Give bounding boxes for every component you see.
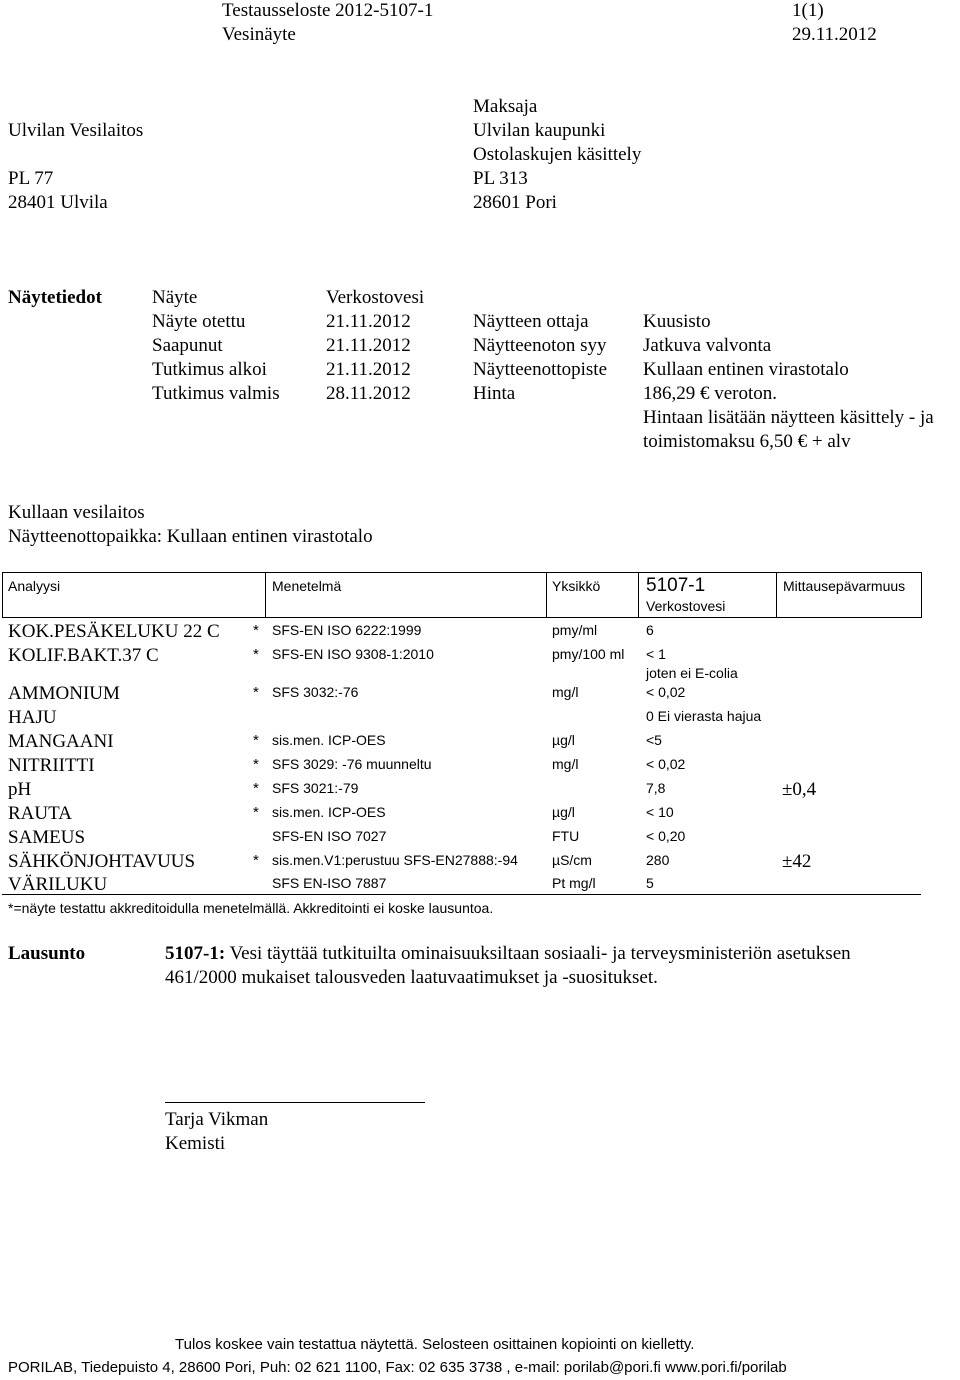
document-title: Testausseloste 2012-5107-1 — [222, 0, 434, 21]
table-right-border — [921, 572, 922, 618]
value-note: joten ei E-colia — [646, 665, 738, 681]
value-cell: <5 — [646, 732, 662, 748]
statement-sample-id: 5107-1: — [165, 943, 226, 964]
analysis-name: MANGAANI — [8, 731, 114, 752]
accredited-mark: * — [253, 852, 259, 869]
price-note-line1: Hintaan lisätään näytteen käsittely - ja — [643, 407, 934, 428]
analysis-name: KOK.PESÄKELUKU 22 C — [8, 621, 220, 642]
col-header-sample-id: 5107-1 — [646, 575, 706, 596]
method-cell: SFS-EN ISO 6222:1999 — [272, 622, 422, 638]
value-cell: < 1 — [646, 646, 666, 662]
price-value: 186,29 € veroton. — [643, 383, 778, 404]
table-header-border — [2, 617, 921, 618]
location-line1: Kullaan vesilaitos — [8, 502, 145, 523]
statement-label: Lausunto — [8, 943, 86, 964]
price-note-line2: toimistomaksu 6,50 € + alv — [643, 431, 851, 452]
table-col-divider — [776, 572, 777, 618]
table-top-border — [2, 572, 921, 573]
value-cell: 280 — [646, 852, 670, 868]
unit-cell: mg/l — [552, 684, 579, 700]
customer-name: Ulvilan Vesilaitos — [8, 120, 144, 141]
analysis-name: KOLIF.BAKT.37 C — [8, 645, 159, 666]
table-bottom-border — [2, 894, 921, 895]
value-cell: < 10 — [646, 804, 674, 820]
sample-info-key: Näytteenottopiste — [473, 359, 608, 380]
unit-cell: FTU — [552, 828, 580, 844]
uncertainty-cell: ±0,4 — [782, 779, 817, 800]
customer-box: PL 77 — [8, 168, 54, 189]
signer-name: Tarja Vikman — [165, 1109, 269, 1130]
sample-info-date: 21.11.2012 — [326, 311, 411, 332]
sample-info-value: Kullaan entinen virastotalo — [643, 359, 849, 380]
accredited-mark: * — [253, 732, 259, 749]
analysis-name: pH — [8, 779, 32, 800]
document-date: 29.11.2012 — [792, 24, 877, 45]
page-number: 1(1) — [792, 0, 824, 21]
sample-info-date: 21.11.2012 — [326, 335, 411, 356]
sample-info-label: Tutkimus valmis — [152, 383, 280, 404]
table-col-divider — [265, 572, 266, 618]
method-cell: sis.men. ICP-OES — [272, 732, 386, 748]
table-col-divider — [546, 572, 547, 618]
sample-info-value: Kuusisto — [643, 311, 711, 332]
sample-info-key: Näytteenoton syy — [473, 335, 607, 356]
customer-city: 28401 Ulvila — [8, 192, 108, 213]
payer-box: PL 313 — [473, 168, 528, 189]
method-cell: SFS EN-ISO 7887 — [272, 875, 387, 891]
method-cell: SFS 3021:-79 — [272, 780, 359, 796]
sample-label: Näyte — [152, 287, 198, 308]
unit-cell: µS/cm — [552, 852, 592, 868]
sample-info-date: 21.11.2012 — [326, 359, 411, 380]
sample-info-key: Hinta — [473, 383, 516, 404]
sample-info-label: Näyte otettu — [152, 311, 246, 332]
analysis-name: RAUTA — [8, 803, 72, 824]
col-header-uncertainty: Mittausepävarmuus — [783, 578, 906, 594]
value-cell: 6 — [646, 622, 654, 638]
table-left-border — [2, 572, 3, 618]
sample-info-key: Näytteen ottaja — [473, 311, 589, 332]
accredited-mark: * — [253, 780, 259, 797]
accredited-mark: * — [253, 684, 259, 701]
statement-line1: Vesi täyttää tutkituilta ominaisuuksiltaan sosiaali- ja terveysministeriön asetuksen — [225, 943, 851, 964]
statement-text — [165, 943, 851, 965]
document-type: Vesinäyte — [222, 24, 296, 45]
payer-label: Maksaja — [473, 96, 538, 117]
payer-line1: Ulvilan kaupunki — [473, 120, 606, 141]
sample-info-label: Saapunut — [152, 335, 223, 356]
footer-contact: PORILAB, Tiedepuisto 4, 28600 Pori, Puh: 02 621 1100, Fax: 02 635 3738 , e-mail: porilab@pori.fi www.pori.fi/porilab — [8, 1359, 787, 1376]
analysis-name: VÄRILUKU — [8, 874, 108, 895]
value-cell: 0 Ei vierasta hajua — [646, 708, 762, 724]
analysis-name: AMMONIUM — [8, 683, 120, 704]
unit-cell: mg/l — [552, 756, 579, 772]
statement-line2: 461/2000 mukaiset talousveden laatuvaatimukset ja -suositukset. — [165, 967, 658, 988]
method-cell: SFS-EN ISO 7027 — [272, 828, 387, 844]
payer-city: 28601 Pori — [473, 192, 557, 213]
value-cell: < 0,02 — [646, 756, 686, 772]
col-header-sample-name: Verkostovesi — [646, 598, 726, 614]
unit-cell: µg/l — [552, 804, 575, 820]
method-cell: sis.men.V1:perustuu SFS-EN27888:-94 — [272, 852, 518, 868]
method-cell: SFS-EN ISO 9308-1:2010 — [272, 646, 434, 662]
sample-value: Verkostovesi — [326, 287, 425, 308]
analysis-name: SAMEUS — [8, 827, 86, 848]
sample-info-date: 28.11.2012 — [326, 383, 411, 404]
unit-cell: pmy/ml — [552, 622, 598, 638]
unit-cell: pmy/100 ml — [552, 646, 625, 662]
sample-info-value: Jatkuva valvonta — [643, 335, 772, 356]
value-cell: 7,8 — [646, 780, 666, 796]
accredited-mark: * — [253, 646, 259, 663]
accredited-mark: * — [253, 622, 259, 639]
method-cell: SFS 3032:-76 — [272, 684, 359, 700]
col-header-method: Menetelmä — [272, 578, 342, 594]
method-cell: SFS 3029: -76 muunneltu — [272, 756, 432, 772]
method-cell: sis.men. ICP-OES — [272, 804, 386, 820]
analysis-name: HAJU — [8, 707, 57, 728]
analysis-name: SÄHKÖNJOHTAVUUS — [8, 851, 196, 872]
sample-info-label: Tutkimus alkoi — [152, 359, 267, 380]
accredited-mark: * — [253, 756, 259, 773]
footer-disclaimer: Tulos koskee vain testattua näytettä. Selosteen osittainen kopiointi on kielletty. — [175, 1336, 695, 1353]
sample-info-heading: Näytetiedot — [8, 287, 102, 308]
value-cell: < 0,02 — [646, 684, 686, 700]
analysis-name: NITRIITTI — [8, 755, 95, 776]
value-cell: 5 — [646, 875, 654, 891]
signer-title: Kemisti — [165, 1133, 226, 1154]
unit-cell: Pt mg/l — [552, 875, 596, 891]
accredited-mark: * — [253, 804, 259, 821]
payer-line2: Ostolaskujen käsittely — [473, 144, 642, 165]
value-cell: < 0,20 — [646, 828, 686, 844]
uncertainty-cell: ±42 — [782, 851, 812, 872]
location-line2: Näytteenottopaikka: Kullaan entinen virastotalo — [8, 526, 373, 547]
col-header-unit: Yksikkö — [552, 578, 601, 594]
accreditation-footnote: *=näyte testattu akkreditoidulla menetelmällä. Akkreditointi ei koske lausuntoa. — [8, 900, 494, 916]
col-header-analysis: Analyysi — [8, 578, 61, 594]
signature-line — [165, 1102, 425, 1103]
table-col-divider — [638, 572, 639, 618]
unit-cell: µg/l — [552, 732, 575, 748]
